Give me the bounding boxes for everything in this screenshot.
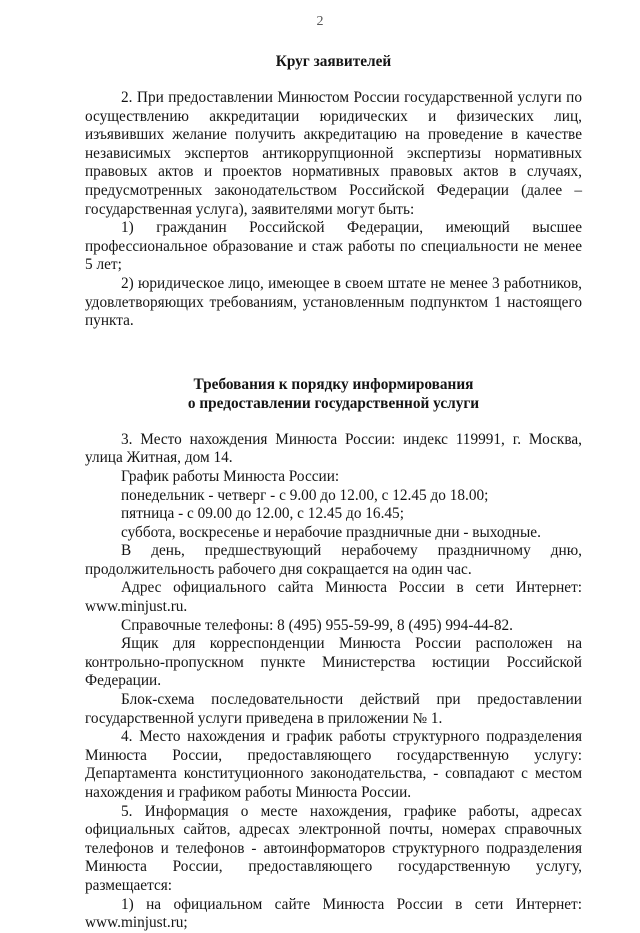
- paragraph: График работы Минюста России:: [121, 467, 340, 485]
- section-heading-info-line2: о предоставлении государственной услуги: [187, 394, 480, 412]
- paragraph: В день, предшествующий нерабочему праздничному дню, продолжительность рабочего дня сокращается на один час.: [85, 542, 582, 578]
- paragraph: Справочные телефоны: 8 (495) 955-59-99, 8 (495) 994-44-82.: [121, 616, 513, 634]
- section-heading-info-line1: Требования к порядку информирования: [193, 375, 474, 393]
- paragraph: 1) гражданин Российской Федерации, имеющий высшее профессиональное образование и стаж работы по специальности не менее 5 лет;: [85, 219, 582, 274]
- paragraph: Адрес официального сайта Минюста России в сети Интернет: www.minjust.ru.: [85, 579, 582, 616]
- paragraph: 2. При предоставлении Минюстом России государственной услуги по осуществлению аккредитации юридических и физических лиц, изъявивших желание получить аккредитацию на проведение в качестве независимых экспертов антикоррупционной экспертизы нормативных правовых актов и проектов нормативных правовых актов в случаях, предусмотренных законодательством Российской Федерации (далее – государственная услуга), заявителями могут быть:: [85, 89, 582, 218]
- paragraph: 2) юридическое лицо, имеющее в своем штате не менее 3 работников, удовлетворяющих требованиям, установленным подпунктом 1 настоящего пункта.: [85, 274, 582, 330]
- paragraph: понедельник - четверг - с 9.00 до 12.00, с 12.45 до 18.00;: [121, 486, 489, 504]
- document-body: [85, 52, 582, 933]
- paragraph: 3. Место нахождения Минюста России: индекс 119991, г. Москва, улица Житная, дом 14.: [85, 430, 582, 467]
- paragraph: 4. Место нахождения и график работы структурного подразделения Минюста России, предоставляющего государственную услугу: Департамента конституционного законодательства, - совпадают с местом нахождения и графиком работы Минюста России.: [85, 728, 582, 801]
- paragraph: 1) на официальном сайте Минюста России в сети Интернет: www.minjust.ru;: [85, 895, 582, 932]
- paragraph: Блок-схема последовательности действий при предоставлении государственной услуги приведена в приложении № 1.: [85, 691, 582, 727]
- paragraph: 5. Информация о месте нахождения, графике работы, адресах официальных сайтов, адресах электронной почты, номерах справочных телефонов и телефонов - автоинформаторов структурного подразделения Минюста России, предоставляющего государственную услугу, размещается:: [85, 802, 582, 894]
- section-heading-applicants: Круг заявителей: [275, 53, 392, 70]
- page-number: 2: [316, 14, 324, 29]
- paragraph: пятница - с 09.00 до 12.00, с 12.45 до 16.45;: [121, 505, 404, 523]
- paragraph: Ящик для корреспонденции Минюста России расположен на контрольно-пропускном пункте Министерства юстиции Российской Федерации.: [85, 635, 582, 690]
- paragraph: суббота, воскресенье и нерабочие праздничные дни - выходные.: [121, 523, 541, 541]
